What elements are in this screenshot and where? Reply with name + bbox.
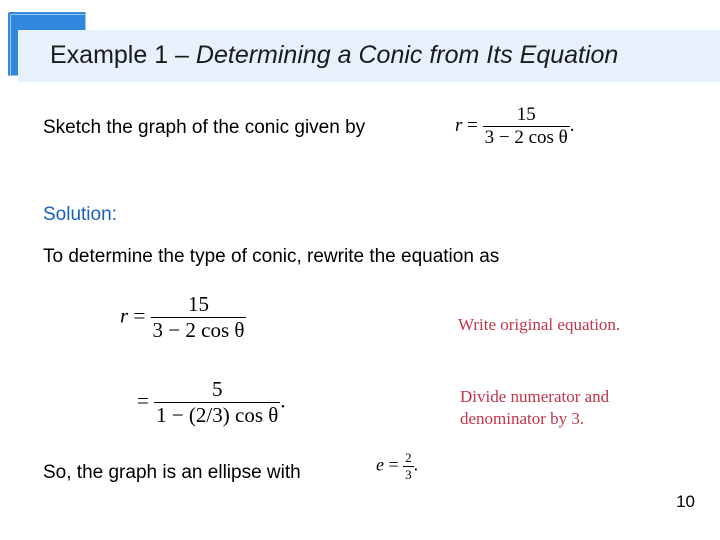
given-denominator: 3 − 2 cos θ	[484, 127, 568, 148]
step2-denominator: 1 − (2/3) cos θ	[156, 403, 279, 427]
conclusion-text: So, the graph is an ellipse with	[43, 462, 301, 483]
ecc-lhs: e	[376, 454, 384, 475]
prompt-text: Sketch the graph of the conic given by	[43, 117, 366, 138]
step2-equation	[137, 377, 286, 428]
ecc-period: .	[413, 454, 419, 475]
slide-title	[50, 41, 618, 70]
ecc-eq-sign: =	[388, 454, 399, 475]
note-step2-line2: denominator by 3.	[460, 409, 585, 428]
page-number: 10	[676, 492, 695, 511]
given-numerator: 15	[516, 104, 536, 125]
note-step1: Write original equation.	[458, 315, 621, 334]
step1-equation	[120, 292, 246, 343]
title-prefix: Example 1 –	[50, 41, 196, 69]
step1-denominator: 3 − 2 cos θ	[152, 318, 245, 342]
step1-eq-sign: =	[133, 303, 146, 328]
step1-fraction	[151, 292, 247, 343]
given-period: .	[569, 114, 575, 136]
note-step2-line1: Divide numerator and	[460, 387, 610, 406]
step2-numerator: 5	[211, 377, 223, 401]
ecc-fraction	[403, 450, 414, 483]
given-fraction	[483, 104, 570, 149]
ecc-denominator: 3	[405, 467, 412, 482]
eccentricity-equation	[376, 450, 418, 483]
solution-label: Solution:	[43, 204, 117, 225]
given-eq-sign: =	[467, 114, 478, 136]
given-equation	[455, 104, 575, 149]
step2-eq-sign: =	[137, 388, 149, 413]
title-italic: Determining a Conic from Its Equation	[195, 41, 619, 69]
step1-numerator: 15	[187, 292, 209, 316]
step1-lhs: r	[120, 303, 129, 328]
intro-text: To determine the type of conic, rewrite the equation as	[43, 246, 500, 267]
step2-period: .	[280, 388, 286, 413]
step2-fraction	[154, 377, 280, 428]
note-step2	[460, 386, 609, 430]
ecc-numerator: 2	[405, 450, 412, 465]
given-lhs: r	[455, 114, 463, 136]
